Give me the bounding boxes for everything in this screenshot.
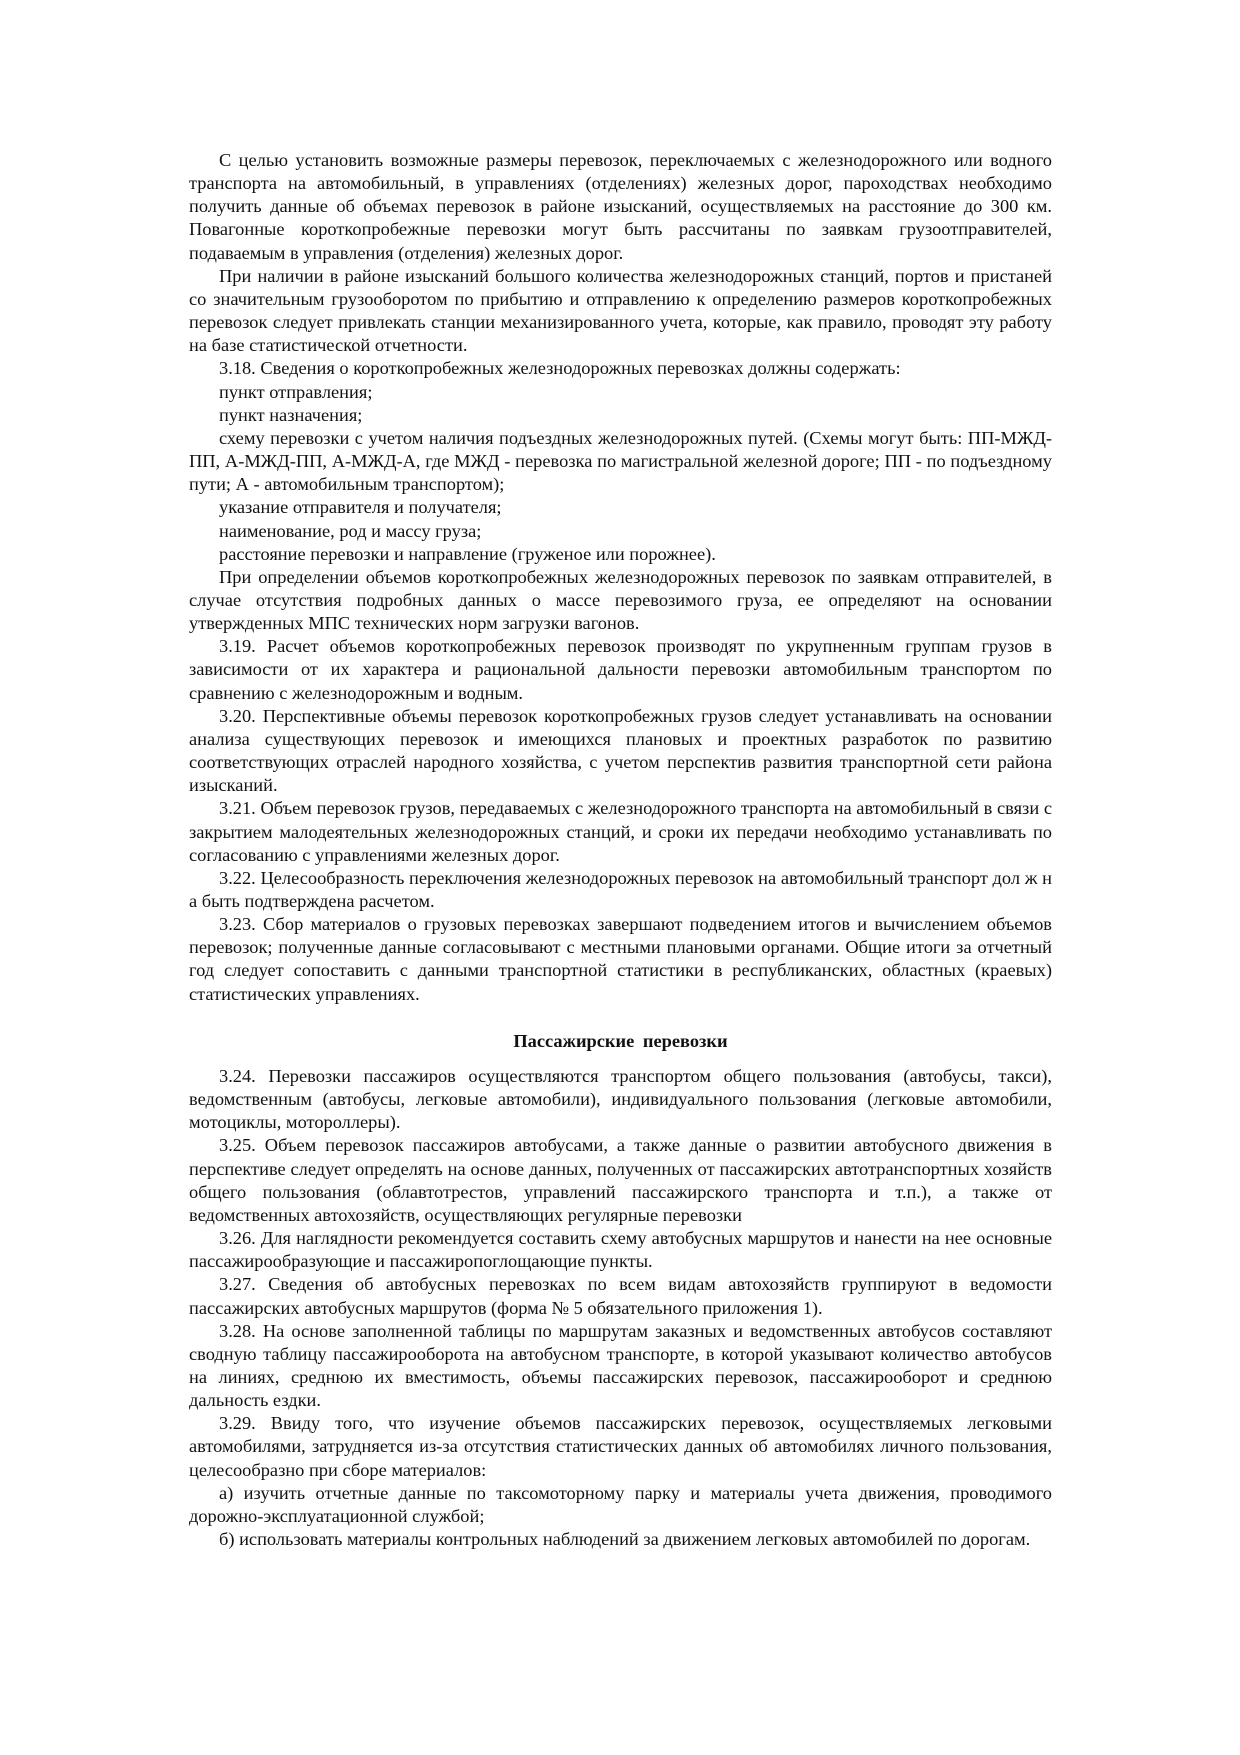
paragraph: 3.20. Перспективные объемы перевозок короткопробежных грузов следует устанавливать на основании анализа существующих перевозок и имеющихся плановых и проектных разработок по развитию соответствующих отраслей народного хозяйства, с учетом перспектив развития транспортной сети района изысканий. [189,705,1052,796]
paragraph: 3.22. Целесообразность переключения железнодорожных перевозок на автомобильный транспорт дол ж н а быть подтверждена расчетом. [189,867,1052,911]
paragraph: При наличии в районе изысканий большого количества железнодорожных станций, портов и пристаней со значительным грузооборотом по прибытию и отправлению к определению размеров короткопробежных перевозок следует привлекать станции механизированного учета, которые, как правило, проводят эту работу на базе статистической отчетности. [189,265,1052,356]
paragraph: С целью установить возможные размеры перевозок, переключаемых с железнодорожного или водного транспорта на автомобильный, в управлениях (отделениях) железных дорог, пароходствах необходимо получить данные об объемах перевозок в районе изысканий, осуществляемых на расстояние до 300 км. Повагонные короткопробежные перевозки могут быть рассчитаны по заявкам грузоотправителей, подаваемым в управления (отделения) железных дорог. [189,150,1052,263]
paragraph: 3.19. Расчет объемов короткопробежных перевозок производят по укрупненным группам грузов в зависимости от их характера и рациональной дальности перевозки автомобильным транспортом по сравнению с железнодорожным и водным. [189,636,1052,703]
paragraph: 3.29. Ввиду того, что изучение объемов пассажирских перевозок, осуществляемых легковыми автомобилями, затрудняется из-за отсутствия статистических данных об автомобилях личного пользования, целесообразно при сборе материалов: [189,1413,1052,1480]
list-item: схему перевозки с учетом наличия подъездных железнодорожных путей. (Схемы могут быть: ПП-МЖД-ПП, А-МЖД-ПП, А-МЖД-А, где МЖД - перевозка по магистральной железной дороге; ПП - по подъездному пути; А - автомобильным транспортом); [189,427,1052,495]
list-item: указание отправителя и получателя; [219,497,502,518]
document-page [189,149,1052,1551]
list-item: наименование, род и массу груза; [219,520,482,541]
paragraph: 3.24. Перевозки пассажиров осуществляются транспортом общего пользования (автобусы, такси), ведомственным (автобусы, легковые автомобили), индивидуального пользования (легковые автомобили, мотоциклы, мотороллеры). [189,1065,1052,1133]
list-item: расстояние перевозки и направление (груженое или порожнее). [219,543,716,564]
list-item: пункт назначения; [219,404,363,425]
paragraph: При определении объемов короткопробежных железнодорожных перевозок по заявкам отправителей, в случае отсутствия подробных данных о массе перевозимого груза, ее определяют на основании утвержденных МПС технических норм загрузки вагонов. [189,566,1052,634]
paragraph: 3.25. Объем перевозок пассажиров автобусами, а также данные о развитии автобусного движения в перспективе следует определять на основе данных, полученных от пассажирских автотранспортных хозяйств общего пользования (облавтотрестов, управлений пассажирского транспорта и т.п.), а также от ведомственных автохозяйств, осуществляющих регулярные перевозки [189,1135,1052,1225]
section-heading: Пассажирские перевозки [513,1030,728,1051]
list-item: б) использовать материалы контрольных наблюдений за движением легковых автомобилей по дорогам. [219,1529,1031,1550]
paragraph: 3.21. Объем перевозок грузов, передаваемых с железнодорожного транспорта на автомобильный в связи с закрытием малодеятельных железнодорожных станций, и сроки их передачи необходимо устанавливать по согласованию с управлениями железных дорог. [189,798,1052,865]
list-item: пункт отправления; [219,381,373,402]
paragraph: 3.23. Сбор материалов о грузовых перевозках завершают подведением итогов и вычислением объемов перевозок; полученные данные согласовывают с местными плановыми органами. Общие итоги за отчетный год следует сопоставить с данными транспортной статистики в республиканских, областных (краевых) статистических управлениях. [189,914,1052,1004]
paragraph: 3.27. Сведения об автобусных перевозках по всем видам автохозяйств группируют в ведомости пассажирских автобусных маршрутов (форма № 5 обязательного приложения 1). [189,1274,1052,1318]
paragraph: 3.26. Для наглядности рекомендуется составить схему автобусных маршрутов и нанести на нее основные пассажирообразующие и пассажиропоглощающие пункты. [189,1228,1052,1272]
paragraph: 3.28. На основе заполненной таблицы по маршрутам заказных и ведомственных автобусов составляют сводную таблицу пассажирооборота на автобусном транспорте, в которой указывают количество автобусов на линиях, среднюю их вместимость, объемы пассажирских перевозок, пассажирооборот и среднюю дальность ездки. [189,1320,1052,1411]
paragraph: 3.18. Сведения о короткопробежных железнодорожных перевозках должны содержать: [219,358,901,379]
list-item: а) изучить отчетные данные по таксомоторному парку и материалы учета движения, проводимого дорожно-эксплуатационной службой; [189,1482,1052,1526]
